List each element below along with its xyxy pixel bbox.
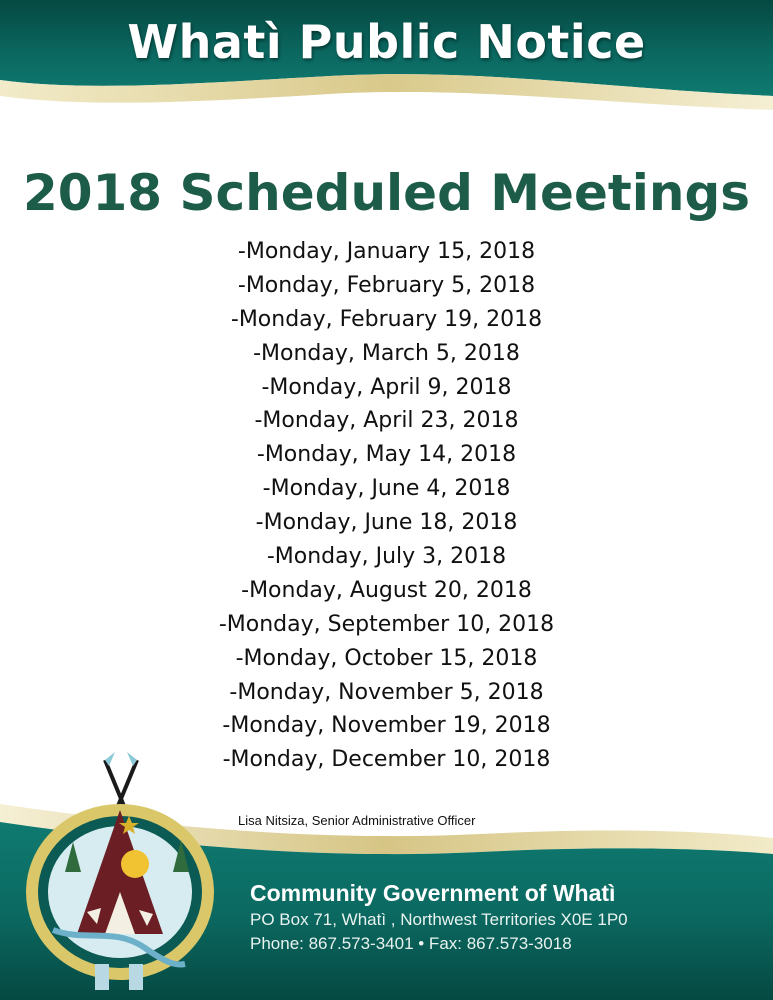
meeting-date: -Monday, September 10, 2018: [218, 611, 555, 637]
community-seal-icon: [25, 752, 215, 992]
meeting-date: -Monday, June 4, 2018: [262, 476, 511, 502]
page-title: 2018 Scheduled Meetings: [22, 164, 751, 222]
meeting-date: -Monday, June 18, 2018: [255, 510, 518, 536]
meeting-date: -Monday, February 5, 2018: [237, 272, 536, 298]
meeting-date: -Monday, February 19, 2018: [230, 306, 543, 332]
meeting-date: -Monday, November 5, 2018: [229, 679, 544, 705]
meeting-date: -Monday, January 15, 2018: [237, 239, 536, 264]
org-name: Community Government of Whatì: [250, 880, 616, 906]
meeting-date: -Monday, May 14, 2018: [256, 442, 517, 468]
org-contact: Phone: 867.573-3401 • Fax: 867.573-3018: [250, 934, 572, 953]
meeting-date: -Monday, April 23, 2018: [254, 408, 519, 434]
meeting-date: -Monday, March 5, 2018: [253, 340, 520, 366]
meeting-date: -Monday, November 19, 2018: [222, 713, 551, 739]
signature-line: Lisa Nitsiza, Senior Administrative Officer: [238, 813, 476, 828]
notice-title: Whatì Public Notice: [127, 15, 646, 69]
contact-block: [250, 878, 770, 956]
meeting-date: -Monday, October 15, 2018: [235, 645, 538, 671]
meeting-date: -Monday, April 9, 2018: [261, 374, 512, 400]
meeting-list: [0, 235, 773, 777]
meeting-date: -Monday, July 3, 2018: [266, 544, 507, 570]
org-address: PO Box 71, Whatì , Northwest Territories X0E 1P0: [250, 910, 628, 929]
meeting-date: -Monday, December 10, 2018: [222, 747, 551, 773]
meeting-date: -Monday, August 20, 2018: [241, 577, 532, 603]
